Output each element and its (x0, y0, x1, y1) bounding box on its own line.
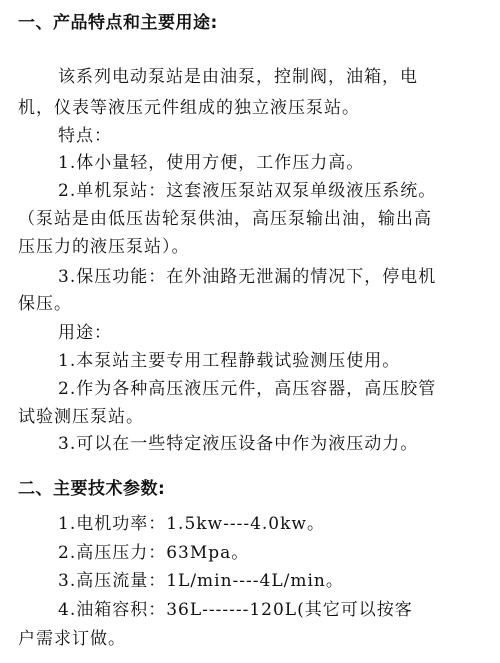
feature-2-line-1: 2.单机泵站：这套液压泵站双泵单级液压系统。 (58, 181, 437, 201)
feature-2-line-2: （泵站是由低压齿轮泵供油，高压泵输出油，输出高 (18, 209, 432, 229)
use-3: 3.可以在一些特定液压设备中作为液压动力。 (58, 434, 419, 454)
section-1-heading: 一、产品特点和主要用途: (18, 13, 218, 33)
use-1: 1.本泵站主要专用工程静载试验测压使用。 (58, 351, 401, 371)
uses-label: 用途： (58, 323, 112, 343)
feature-1: 1.体小量轻，使用方便，工作压力高。 (58, 153, 365, 173)
use-2-line-2: 试验测压泵站。 (18, 407, 144, 427)
param-3: 3.高压流量：1L/min----4L/min。 (58, 571, 344, 591)
features-label: 特点： (58, 126, 112, 146)
intro-line-2: 机，仪表等液压元件组成的独立液压泵站。 (18, 98, 360, 118)
section-2-heading: 二、主要技术参数: (18, 479, 166, 499)
use-2-line-1: 2.作为各种高压液压元件，高压容器，高压胶管 (58, 379, 437, 399)
feature-2-line-3: 压压力的液压泵站）。 (18, 237, 190, 257)
param-1: 1.电机功率：1.5kw----4.0kw。 (58, 514, 325, 534)
param-4-line-1: 4.油箱容积：36L-------120L(其它可以按客 (58, 600, 413, 620)
intro-line-1: 该系列电动泵站是由油泵，控制阀，油箱，电 (58, 67, 418, 87)
feature-3-line-2: 保压。 (18, 294, 72, 314)
param-4-line-2: 户需求订做。 (18, 629, 126, 649)
param-2: 2.高压压力：63Mpa。 (58, 543, 250, 563)
feature-3-line-1: 3.保压功能：在外油路无泄漏的情况下，停电机 (58, 267, 437, 287)
